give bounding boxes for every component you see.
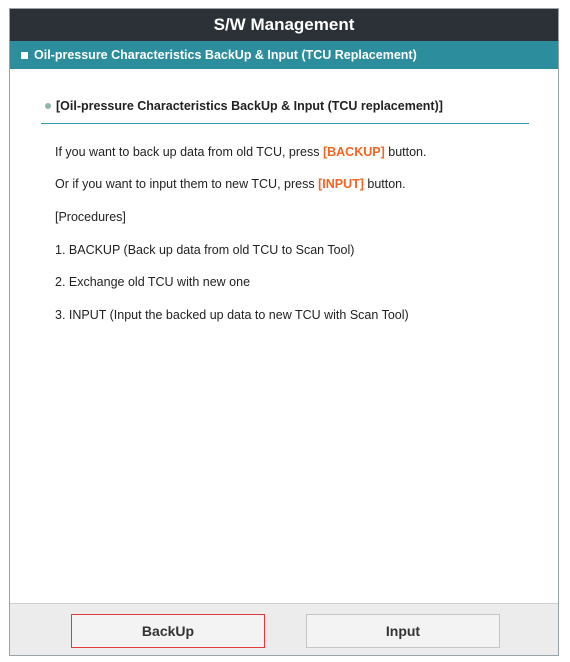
square-bullet-icon	[21, 52, 28, 59]
instruction-input-text: Or if you want to input them to new TCU, press	[55, 177, 319, 191]
backup-button[interactable]: BackUp	[71, 614, 265, 648]
instruction-backup-suffix: button.	[384, 145, 427, 159]
procedures-label: [Procedures]	[55, 210, 126, 224]
instruction-backup-text: If you want to back up data from old TCU, press	[55, 145, 323, 159]
section-title	[41, 99, 529, 124]
subheader-bar	[10, 41, 558, 69]
window-title: S/W Management	[10, 9, 558, 41]
procedure-step-2: 2. Exchange old TCU with new one	[55, 275, 251, 289]
procedure-step-3: 3. INPUT (Input the backed up data to new TCU with Scan Tool)	[55, 308, 409, 322]
procedure-step-1: 1. BACKUP (Back up data from old TCU to Scan Tool)	[55, 243, 355, 257]
bullet-dot-icon	[45, 103, 51, 109]
instruction-input	[55, 177, 406, 191]
sw-management-window	[9, 8, 559, 656]
instruction-input-suffix: button.	[363, 177, 406, 191]
backup-keyword: [BACKUP]	[322, 145, 385, 159]
content-area	[10, 69, 558, 605]
subheader-title: Oil-pressure Characteristics BackUp & Input (TCU Replacement)	[34, 48, 417, 62]
instruction-backup	[55, 145, 426, 159]
input-button[interactable]: Input	[306, 614, 500, 648]
section-title-text: [Oil-pressure Characteristics BackUp & Input (TCU replacement)]	[56, 99, 443, 113]
input-keyword: [INPUT]	[318, 177, 364, 191]
button-bar	[10, 603, 558, 655]
